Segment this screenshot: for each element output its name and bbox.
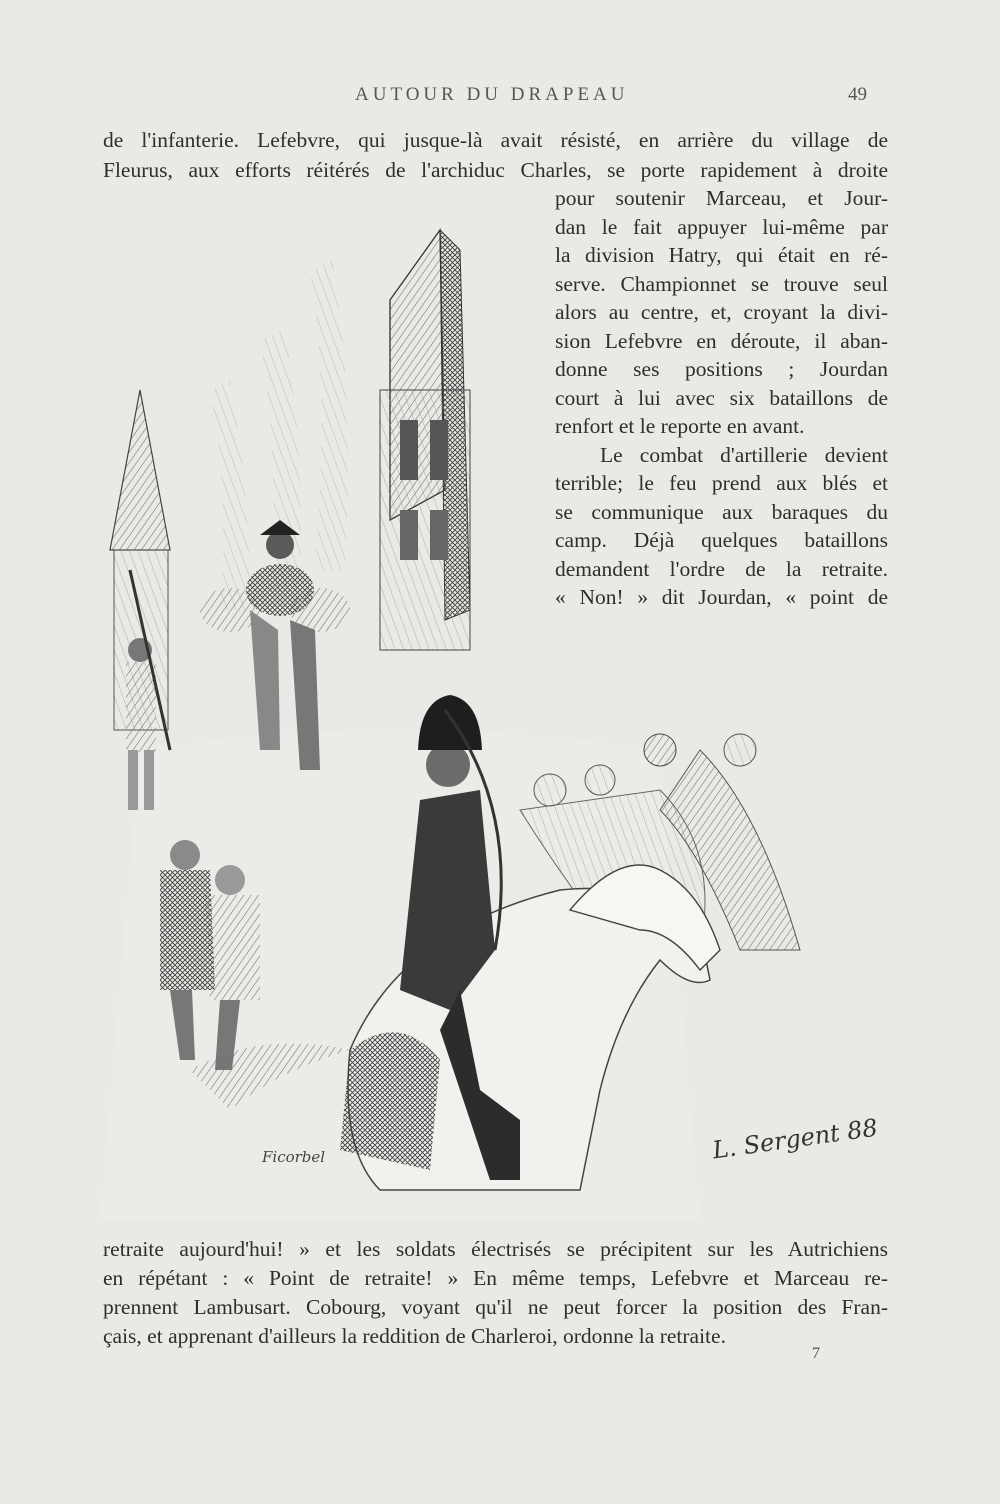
column-line-11: terrible; le feu prend aux blés et (555, 471, 888, 495)
text-line-bottom-1: retraite aujourd'hui! » et les soldats électrisés se précipitent sur les Autrichiens (103, 1237, 888, 1261)
tall-house (380, 230, 470, 650)
column-line-5: alors au centre, et, croyant la divi- (555, 300, 888, 324)
signature-mark: 7 (812, 1345, 820, 1362)
engraving-illustration (100, 190, 890, 1220)
column-line-8: court à lui avec six bataillons de (555, 386, 888, 410)
text-line-bottom-2: en répétant : « Point de retraite! » En même temps, Lefebvre et Marceau re- (103, 1266, 888, 1290)
running-head: AUTOUR DU DRAPEAU (355, 84, 629, 105)
column-line-15: « Non! » dit Jourdan, « point de (555, 585, 888, 609)
column-line-14: demandent l'ordre de la retraite. (555, 557, 888, 581)
column-line-13: camp. Déjà quelques bataillons (555, 528, 888, 552)
column-line-1: pour soutenir Marceau, et Jour- (555, 186, 888, 210)
text-line-top-1: de l'infanterie. Lefebvre, qui jusque-là avait résisté, en arrière du village de (103, 128, 888, 152)
column-line-10: Le combat d'artillerie devient (600, 443, 888, 467)
column-line-6: sion Lefebvre en déroute, il aban- (555, 329, 888, 353)
engraver-signature: Ficorbel (262, 1148, 326, 1166)
artist-signature: L. Sergent 88 (710, 1113, 880, 1165)
page-number: 49 (848, 84, 867, 105)
text-line-bottom-3: prennent Lambusart. Cobourg, voyant qu'il ne peut forcer la position des Fran- (103, 1295, 888, 1319)
text-line-bottom-4: çais, et apprenant d'ailleurs la reddition de Charleroi, ordonne la retraite. (103, 1324, 726, 1348)
column-line-12: se communique aux baraques du (555, 500, 888, 524)
column-line-4: serve. Championnet se trouve seul (555, 272, 888, 296)
text-line-top-2: Fleurus, aux efforts réitérés de l'archiduc Charles, se porte rapidement à droite (103, 158, 888, 182)
column-line-3: la division Hatry, qui était en ré- (555, 243, 888, 267)
column-line-2: dan le fait appuyer lui-même par (555, 215, 888, 239)
column-line-9: renfort et le reporte en avant. (555, 414, 805, 438)
column-line-7: donne ses positions ; Jourdan (555, 357, 888, 381)
